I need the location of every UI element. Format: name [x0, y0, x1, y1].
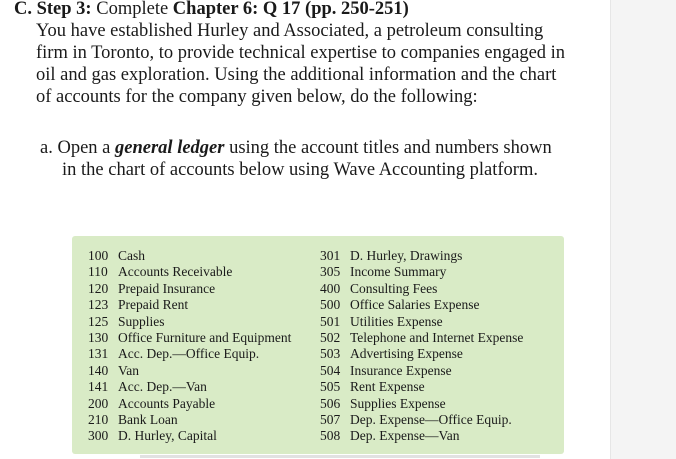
account-number: 400 [320, 280, 341, 296]
intro-paragraph [36, 20, 606, 108]
account-number: 125 [88, 313, 109, 329]
account-number: 210 [88, 412, 109, 428]
account-row [88, 412, 291, 428]
account-title: Acc. Dep.—Office Equip. [118, 346, 260, 362]
account-title: Prepaid Rent [118, 297, 189, 313]
account-title: Acc. Dep.—Van [118, 379, 207, 395]
account-row [320, 264, 523, 280]
intro-line: firm in Toronto, to provide technical expertise to companies engaged in [36, 43, 566, 63]
page-divider [140, 455, 540, 458]
account-row [320, 330, 523, 346]
account-title: Office Salaries Expense [350, 297, 480, 313]
account-row [320, 379, 523, 395]
account-row [88, 281, 291, 297]
account-title: Supplies Expense [350, 395, 446, 411]
intro-line: of accounts for the company given below, do the following: [36, 87, 478, 107]
account-title: Accounts Payable [118, 395, 216, 411]
account-row [88, 379, 291, 395]
instruction-line-1 [40, 138, 552, 158]
account-number: 506 [320, 395, 341, 411]
account-number: 110 [88, 264, 108, 280]
account-row [320, 412, 523, 428]
account-title: Accounts Receivable [118, 264, 233, 280]
account-number: 503 [320, 346, 341, 362]
account-row [88, 248, 291, 264]
account-title: Dep. Expense—Van [350, 428, 460, 444]
account-row [320, 346, 523, 362]
account-row [88, 346, 291, 362]
account-number: 300 [88, 428, 109, 444]
account-number: 131 [88, 346, 109, 362]
account-number: 504 [320, 362, 341, 378]
account-title: Rent Expense [350, 379, 425, 395]
instruction-a [40, 137, 600, 181]
account-row [88, 330, 291, 346]
account-row [320, 297, 523, 313]
account-row [320, 396, 523, 412]
account-title: D. Hurley, Drawings [350, 248, 463, 263]
account-title: Telephone and Internet Expense [350, 330, 524, 346]
account-title: Bank Loan [118, 412, 178, 428]
account-title: D. Hurley, Capital [118, 428, 217, 444]
account-number: 505 [320, 379, 341, 395]
intro-line: You have established Hurley and Associated, a petroleum consulting [36, 21, 544, 41]
step-heading [14, 0, 409, 20]
account-title: Insurance Expense [350, 362, 452, 378]
account-number: 141 [88, 379, 109, 395]
step-complete-text: Complete [91, 0, 173, 19]
account-number: 140 [88, 362, 109, 378]
account-title: Dep. Expense—Office Equip. [350, 412, 512, 428]
account-row [88, 396, 291, 412]
account-row [320, 281, 523, 297]
account-row [88, 314, 291, 330]
instruction-post: using the account titles and numbers shown [224, 138, 552, 158]
account-row [320, 428, 523, 444]
account-row [88, 297, 291, 313]
account-number: 123 [88, 297, 109, 313]
account-title: Utilities Expense [350, 313, 443, 329]
account-title: Prepaid Insurance [118, 280, 216, 296]
account-title: Supplies [118, 313, 165, 329]
account-number: 500 [320, 297, 341, 313]
side-panel [610, 0, 676, 459]
account-number: 501 [320, 313, 341, 329]
chart-of-accounts [72, 236, 564, 454]
accounts-column-right [320, 248, 523, 445]
account-row [88, 428, 291, 444]
account-number: 301 [320, 248, 341, 263]
account-number: 502 [320, 330, 341, 346]
account-number: 100 [88, 248, 109, 263]
account-title: Advertising Expense [350, 346, 463, 362]
account-number: 130 [88, 330, 109, 346]
account-row [320, 314, 523, 330]
account-number: 305 [320, 264, 341, 280]
account-title: Consulting Fees [350, 280, 438, 296]
chapter-reference: Chapter 6: Q 17 (pp. 250-251) [172, 0, 409, 19]
account-title: Office Furniture and Equipment [118, 330, 292, 346]
instruction-label: a. [40, 138, 53, 158]
account-title: Cash [118, 248, 145, 263]
account-row [88, 363, 291, 379]
account-number: 507 [320, 412, 341, 428]
account-number: 508 [320, 428, 341, 444]
instruction-emphasis: general ledger [115, 138, 225, 158]
account-row [320, 363, 523, 379]
account-number: 120 [88, 280, 109, 296]
account-row [320, 248, 523, 264]
intro-line: oil and gas exploration. Using the additional information and the chart [36, 65, 557, 85]
instruction-pre: Open a [52, 138, 116, 158]
step-label: C. Step 3: [14, 0, 92, 19]
account-row [88, 264, 291, 280]
accounts-column-left [88, 248, 291, 445]
account-title: Income Summary [350, 264, 447, 280]
instruction-line-2: in the chart of accounts below using Wave Accounting platform. [62, 160, 538, 180]
account-number: 200 [88, 395, 109, 411]
account-title: Van [118, 362, 139, 378]
